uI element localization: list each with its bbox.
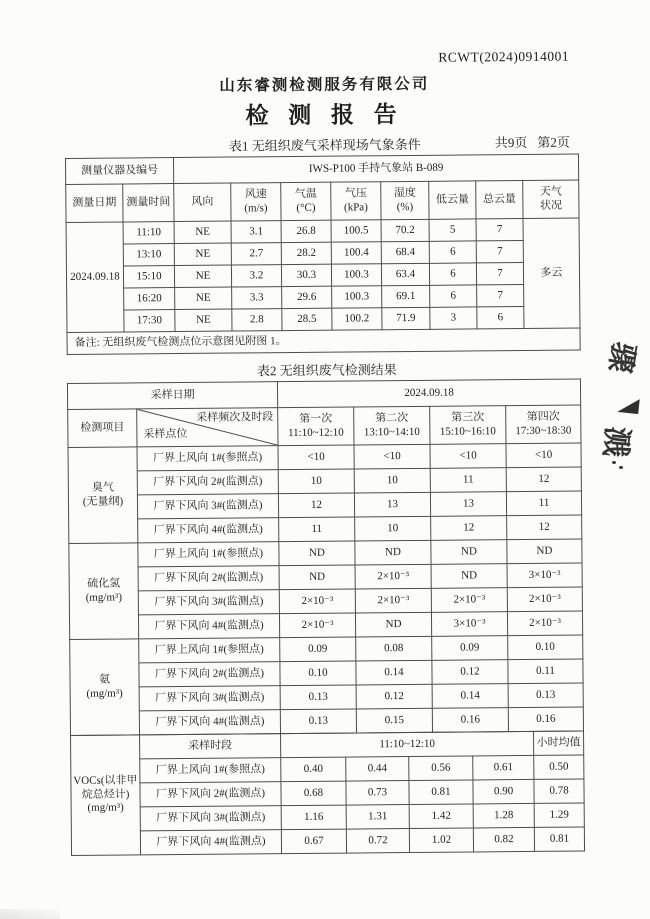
period-name: 第三次 (451, 411, 485, 424)
value-cell: 0.15 (356, 708, 432, 733)
met-wind-speed: 2.7 (231, 243, 281, 265)
met-humidity: 70.2 (381, 219, 429, 241)
period-3-header (430, 406, 506, 445)
header-wind-dir: 风向 (174, 183, 231, 221)
ink-dot (612, 461, 616, 464)
header-line: 湿度 (393, 186, 416, 199)
met-pressure: 100.4 (331, 242, 381, 264)
diag-point-label: 采样点位 (143, 428, 188, 441)
table1-header-row (66, 180, 579, 222)
met-time: 17:30 (124, 310, 175, 332)
met-total-cloud: 7 (476, 263, 523, 285)
met-wind-dir: NE (174, 221, 231, 243)
period-time: 17:30~18:30 (515, 424, 572, 437)
point-label: 厂界下风向 4#(监测点) (138, 518, 279, 543)
value-cell: 0.13 (280, 709, 356, 734)
met-wind-dir: NE (174, 243, 231, 265)
measure-date: 2024.09.18 (66, 222, 124, 332)
table2-header-row (68, 405, 581, 447)
met-low-cloud: 3 (430, 307, 477, 329)
value-cell: 0.61 (473, 755, 534, 780)
value-cell: 12 (507, 515, 582, 540)
value-cell: ND (355, 612, 431, 637)
value-cell: ND (279, 565, 355, 590)
value-cell: 1.16 (281, 805, 346, 830)
met-time: 13:10 (123, 244, 174, 266)
header-time: 测量时间 (123, 184, 174, 222)
value-cell: 0.90 (473, 779, 534, 804)
value-cell: 2×10⁻³ (279, 613, 355, 638)
period-name: 第二次 (375, 411, 409, 425)
point-label: 厂界下风向 3#(监测点) (139, 686, 280, 711)
page-info (485, 132, 570, 152)
value-cell: 0.13 (280, 685, 356, 710)
value-cell: 0.67 (281, 829, 346, 854)
value-cell: 1.31 (346, 805, 409, 830)
value-cell: 2×10⁻³ (507, 611, 582, 636)
header-line: 状况 (539, 199, 562, 212)
scan-edge-shadow (0, 909, 60, 919)
period-time: 13:10~14:10 (363, 425, 420, 438)
value-cell: 0.12 (432, 660, 508, 685)
met-pressure: 100.5 (331, 220, 381, 242)
header-line: 风速 (244, 187, 267, 201)
header-low-cloud: 低云量 (429, 181, 476, 219)
value-cell: 12 (506, 467, 581, 492)
value-cell: <10 (354, 444, 430, 469)
ink-dot (619, 466, 623, 469)
header-date: 测量日期 (66, 184, 123, 222)
section-nh3-label (70, 639, 140, 736)
value-cell: 2×10⁻³ (355, 564, 431, 589)
met-wind-dir: NE (175, 287, 232, 309)
value-cell: 1.42 (409, 804, 473, 829)
value-cell: 0.40 (281, 757, 346, 782)
value-cell: 0.10 (508, 635, 583, 660)
value-cell: 0.44 (346, 757, 409, 782)
remark-row (67, 328, 580, 354)
header-pressure (331, 182, 381, 220)
value-cell: 2×10⁻³ (279, 589, 355, 614)
header-line: (%) (396, 200, 414, 213)
weather-status: 多云 (523, 218, 580, 328)
value-cell: ND (507, 539, 582, 564)
value-cell: <10 (278, 445, 354, 470)
header-temp (281, 182, 331, 220)
value-cell: 1.02 (409, 828, 473, 853)
value-cell: 0.14 (356, 660, 432, 685)
period-time: 11:10~12:10 (288, 426, 344, 439)
met-temp: 30.3 (281, 264, 331, 286)
met-wind-dir: NE (175, 309, 232, 331)
met-total-cloud: 7 (476, 241, 523, 263)
result-row (71, 827, 584, 855)
point-label: 厂界上风向 1#(参照点) (139, 638, 280, 663)
section-unit: (mg/m³) (85, 591, 123, 604)
company-name: 山东睿测检测服务有限公司 (219, 75, 430, 95)
met-low-cloud: 5 (429, 219, 476, 241)
met-temp: 26.8 (281, 220, 331, 242)
section-h2s-label (69, 543, 139, 640)
avg-cell: 0.78 (534, 779, 584, 803)
avg-cell: 0.81 (534, 827, 584, 851)
ink-smudge-bottom: 溅 (597, 425, 634, 459)
value-cell: 0.16 (432, 708, 508, 733)
met-humidity: 71.9 (382, 307, 430, 329)
value-cell: 3×10⁻³ (507, 563, 582, 588)
value-cell: 0.09 (432, 636, 508, 661)
avg-cell: 0.50 (534, 755, 584, 779)
value-cell: 12 (278, 493, 354, 518)
met-humidity: 63.4 (381, 263, 429, 285)
value-cell: 2×10⁻³ (431, 588, 507, 613)
value-cell: 0.11 (508, 659, 583, 684)
value-cell: 2×10⁻³ (355, 588, 431, 613)
point-label: 厂界下风向 2#(监测点) (140, 782, 281, 807)
value-cell: 1.28 (473, 803, 534, 828)
value-cell: 11 (430, 468, 506, 493)
section-name: 臭气 (91, 481, 114, 494)
value-cell: 0.10 (280, 661, 356, 686)
point-label: 厂界下风向 2#(监测点) (139, 662, 280, 687)
instrument-label: 测量仪器及编号 (65, 158, 173, 185)
met-low-cloud: 6 (430, 285, 477, 307)
header-line: 气压 (344, 187, 367, 200)
value-cell: 0.08 (356, 636, 432, 661)
table1-caption: 表1 无组织废气采样现场气象条件 (228, 136, 421, 154)
point-label: 厂界下风向 3#(监测点) (140, 806, 281, 831)
section-odor-label (68, 447, 138, 544)
header-line: 气温 (294, 187, 317, 200)
value-cell: 0.09 (280, 637, 356, 662)
section-unit: (mg/m³) (87, 801, 124, 815)
value-cell: 10 (278, 469, 354, 494)
avg-cell: 1.29 (534, 803, 584, 827)
value-cell: 10 (354, 468, 430, 493)
point-label: 厂界上风向 1#(参照点) (137, 446, 278, 471)
met-pressure: 100.2 (332, 308, 382, 330)
header-weather (523, 180, 579, 218)
point-label: 厂界下风向 2#(监测点) (137, 470, 278, 495)
value-cell: 0.56 (409, 756, 473, 781)
value-cell: 13 (354, 492, 430, 517)
period-2-header (354, 406, 430, 445)
value-cell: 0.81 (409, 780, 473, 805)
value-cell: <10 (506, 443, 581, 468)
met-time: 15:10 (123, 266, 174, 288)
met-wind-dir: NE (174, 265, 231, 287)
vocs-period-label: 采样时段 (140, 734, 281, 759)
header-line: (kPa) (343, 200, 368, 214)
diag-frequency-label: 采样频次及时段 (196, 411, 274, 424)
period-4-header (506, 405, 581, 444)
value-cell: 0.82 (473, 827, 534, 852)
report-number: RCWT(2024)0914001 (438, 48, 570, 65)
point-label: 厂界下风向 3#(监测点) (138, 590, 279, 615)
page-total: 共9页 (494, 134, 528, 151)
met-temp: 28.2 (281, 242, 331, 264)
section-name: 烷总烃计) (81, 788, 130, 801)
met-low-cloud: 6 (429, 263, 476, 285)
point-label: 厂界下风向 4#(监测点) (139, 710, 280, 735)
section-name: VOCs(以非甲 (73, 774, 138, 787)
value-cell: 0.16 (508, 707, 583, 732)
value-cell: 0.72 (346, 829, 409, 854)
report-title: 检 测 报 告 (245, 102, 404, 129)
met-wind-speed: 3.2 (231, 265, 281, 287)
met-low-cloud: 6 (429, 241, 476, 263)
results-table-wrap (67, 379, 585, 856)
table2-caption: 表2 无组织废气检测结果 (256, 362, 397, 379)
page-current: 第2页 (537, 134, 570, 150)
results-table-main (67, 379, 584, 736)
met-temp: 29.6 (282, 286, 332, 308)
met-wind-speed: 3.1 (231, 221, 281, 243)
sample-date-label: 采样日期 (67, 382, 277, 410)
met-total-cloud: 7 (477, 285, 524, 307)
remark-text: 备注: 无组织废气检测点位示意图见附图 1。 (67, 328, 580, 354)
point-label: 厂界下风向 3#(监测点) (137, 494, 278, 519)
met-time: 16:20 (124, 288, 175, 310)
section-vocs-label (71, 735, 141, 856)
value-cell: 0.12 (356, 684, 432, 709)
diagonal-header-cell (137, 408, 278, 447)
section-name: 硫化氢 (87, 577, 121, 590)
met-humidity: 68.4 (381, 241, 429, 263)
ink-wedge (617, 397, 639, 414)
period-name: 第一次 (299, 412, 333, 425)
period-1-header (278, 407, 354, 446)
met-pressure: 100.3 (331, 264, 381, 286)
met-temp: 28.5 (282, 308, 332, 330)
value-cell: 11 (506, 491, 581, 516)
hour-avg-label: 小时均值 (534, 731, 584, 755)
point-label: 厂界上风向 1#(参照点) (140, 758, 281, 783)
value-cell: ND (431, 564, 507, 589)
met-total-cloud: 7 (476, 219, 523, 241)
weather-conditions-table (65, 154, 581, 355)
met-time: 11:10 (123, 222, 174, 244)
section-unit: (mg/m³) (86, 687, 123, 700)
item-label: 检测项目 (68, 409, 137, 448)
point-label: 厂界下风向 4#(监测点) (140, 830, 281, 855)
section-name: 氨 (98, 673, 111, 686)
met-pressure: 100.3 (332, 286, 382, 308)
value-cell: 11 (279, 517, 355, 542)
value-cell: ND (279, 541, 355, 566)
value-cell: 0.73 (346, 781, 409, 806)
value-cell: 12 (431, 516, 507, 541)
point-label: 厂界下风向 2#(监测点) (138, 566, 279, 591)
header-line: (°C) (296, 201, 316, 214)
period-name: 第四次 (526, 410, 560, 423)
section-unit: (无量纲) (82, 495, 124, 508)
value-cell: <10 (430, 444, 506, 469)
value-cell: ND (431, 540, 507, 565)
met-wind-speed: 3.3 (232, 287, 282, 309)
instrument-value: IWS-P100 手持气象站 B-089 (173, 154, 578, 184)
ink-smudge-top: 骤 (602, 339, 641, 376)
value-cell: ND (355, 540, 431, 565)
header-wind-speed (231, 183, 281, 221)
header-total-cloud: 总云量 (476, 181, 523, 219)
value-cell: 10 (355, 516, 431, 541)
results-table-vocs (70, 730, 585, 855)
met-total-cloud: 6 (477, 307, 524, 329)
value-cell: 0.13 (508, 683, 583, 708)
value-cell: 0.14 (432, 684, 508, 709)
value-cell: 0.68 (281, 781, 346, 806)
header-line: 天气 (539, 185, 562, 198)
header-line: (m/s) (244, 201, 268, 214)
value-cell: 3×10⁻³ (431, 612, 507, 637)
point-label: 厂界上风向 1#(参照点) (138, 542, 279, 567)
value-cell: 13 (430, 492, 506, 517)
sample-date-value: 2024.09.18 (277, 379, 580, 408)
header-humidity (381, 181, 429, 219)
period-time: 15:10~16:10 (439, 424, 496, 438)
met-wind-speed: 2.8 (232, 309, 282, 331)
met-humidity: 69.1 (382, 285, 430, 307)
vocs-period-value: 11:10~12:10 (281, 731, 534, 757)
value-cell: 2×10⁻³ (507, 587, 582, 612)
point-label: 厂界下风向 4#(监测点) (138, 614, 279, 639)
